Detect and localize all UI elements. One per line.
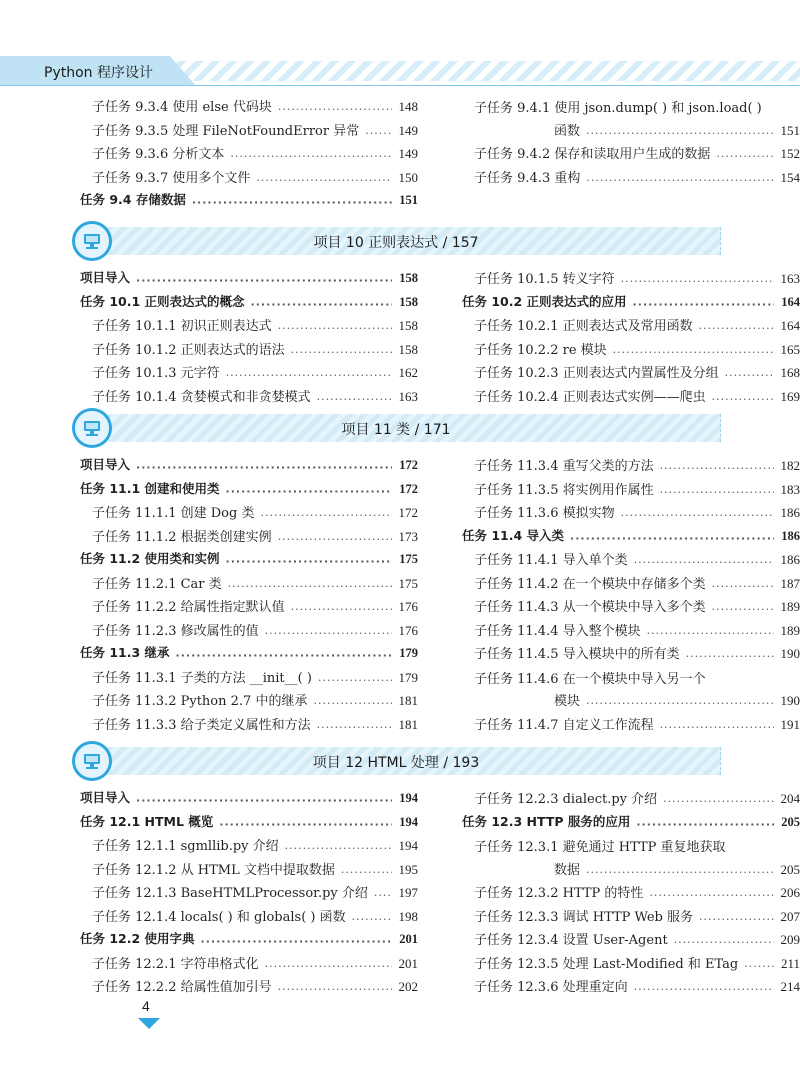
toc-subtask-entry[interactable] xyxy=(462,573,800,597)
toc-subtask-entry[interactable] xyxy=(80,690,418,714)
entry-title: 函数 xyxy=(554,123,581,139)
dot-leader xyxy=(341,865,392,881)
dot-leader xyxy=(226,483,392,499)
toc-subtask-entry[interactable] xyxy=(462,479,800,503)
dot-leader xyxy=(674,935,774,951)
toc-task-entry[interactable] xyxy=(462,526,800,550)
dot-leader xyxy=(278,321,392,337)
dot-leader xyxy=(251,296,392,312)
toc-subtask-entry[interactable] xyxy=(462,362,800,386)
dot-leader xyxy=(265,626,392,642)
toc-subtask-entry[interactable] xyxy=(80,906,418,930)
entry-page-number: 187 xyxy=(780,575,800,591)
dot-leader xyxy=(352,912,392,928)
entry-page-number: 194 xyxy=(399,791,418,805)
toc-subtask-entry[interactable] xyxy=(462,96,800,120)
toc-subtask-entry[interactable] xyxy=(80,976,418,1000)
entry-page-number: 202 xyxy=(398,979,418,994)
dot-leader xyxy=(699,321,774,337)
entry-page-number: 158 xyxy=(398,341,418,357)
toc-subtask-entry[interactable] xyxy=(462,882,800,906)
dot-leader xyxy=(634,555,774,571)
dot-leader xyxy=(586,696,774,712)
entry-page-number: 205 xyxy=(781,814,800,829)
toc-subtask-entry[interactable] xyxy=(80,386,418,410)
entry-page-number: 197 xyxy=(398,885,418,900)
toc-subtask-entry[interactable] xyxy=(462,549,800,573)
page-number: 4 xyxy=(142,998,150,1014)
dot-leader xyxy=(192,194,392,210)
toc-task-entry[interactable] xyxy=(80,268,418,292)
entry-page-number: 163 xyxy=(398,388,418,404)
toc-subtask-entry[interactable] xyxy=(462,339,800,363)
entry-page-number: 151 xyxy=(399,193,418,207)
toc-column-left xyxy=(80,268,418,409)
toc-column-right xyxy=(462,788,800,1000)
toc-column-right xyxy=(462,455,800,737)
toc-subtask-entry[interactable] xyxy=(80,526,418,550)
dot-leader xyxy=(278,102,392,118)
dot-leader xyxy=(285,841,392,857)
entry-title: 任务 12.2 使用字典 xyxy=(80,931,195,946)
chapter-banner xyxy=(72,743,720,779)
entry-title: 任务 9.4 存储数据 xyxy=(80,192,186,207)
toc-task-entry[interactable] xyxy=(462,812,800,836)
toc-subtask-entry[interactable] xyxy=(462,859,800,883)
entry-title: 子任务 9.4.1 使用 json.dump( ) 和 json.load( ) xyxy=(474,101,762,116)
entry-page-number: 194 xyxy=(399,814,418,829)
entry-title: 项目导入 xyxy=(80,457,131,472)
dot-leader xyxy=(230,149,392,165)
entry-page-number: 189 xyxy=(780,599,800,614)
entry-page-number: 172 xyxy=(398,505,418,520)
entry-page-number: 149 xyxy=(398,146,418,161)
dot-leader xyxy=(291,602,392,618)
entry-page-number: 158 xyxy=(399,294,418,309)
dot-leader xyxy=(744,959,774,975)
entry-page-number: 211 xyxy=(780,955,800,971)
dot-leader xyxy=(365,126,392,142)
entry-title: 子任务 12.1.3 BaseHTMLProcessor.py 介绍 xyxy=(92,886,368,901)
dot-leader xyxy=(201,933,392,949)
dot-leader xyxy=(649,888,774,904)
entry-title: 子任务 11.2.1 Car 类 xyxy=(92,576,222,592)
toc-subtask-entry[interactable] xyxy=(80,859,418,883)
entry-title: 子任务 11.3.3 给子类定义属性和方法 xyxy=(92,717,311,733)
toc-subtask-entry[interactable] xyxy=(80,167,418,191)
dot-leader xyxy=(313,696,392,712)
toc-task-entry[interactable] xyxy=(80,292,418,316)
entry-page-number: 181 xyxy=(398,716,418,732)
entry-title: 子任务 10.2.3 正则表达式内置属性及分组 xyxy=(474,366,719,381)
entry-title: 子任务 12.3.6 处理重定向 xyxy=(474,980,628,995)
entry-page-number: 181 xyxy=(398,693,418,708)
entry-page-number: 149 xyxy=(398,122,418,138)
toc-subtask-entry[interactable] xyxy=(462,120,800,144)
dot-leader xyxy=(219,816,392,832)
entry-page-number: 190 xyxy=(780,693,800,708)
entry-title: 任务 10.1 正则表达式的概念 xyxy=(80,293,245,309)
entry-page-number: 175 xyxy=(399,552,418,566)
toc-subtask-entry[interactable] xyxy=(462,690,800,714)
running-header xyxy=(0,56,800,86)
entry-title: 子任务 12.1.1 sgmllib.py 介绍 xyxy=(92,839,279,854)
entry-title: 子任务 10.1.4 贪婪模式和非贪婪模式 xyxy=(92,389,311,405)
toc-task-entry[interactable] xyxy=(80,929,418,953)
toc-subtask-entry[interactable] xyxy=(80,120,418,144)
entry-page-number: 162 xyxy=(398,365,418,380)
toc-task-entry[interactable] xyxy=(80,812,418,836)
entry-title: 子任务 11.4.7 自定义工作流程 xyxy=(474,717,654,733)
chapter-banner xyxy=(72,410,720,446)
toc-subtask-entry[interactable] xyxy=(462,835,800,859)
entry-page-number: 182 xyxy=(780,458,800,473)
toc-subtask-entry[interactable] xyxy=(80,339,418,363)
entry-title: 子任务 12.3.5 处理 Last-Modified 和 ETag xyxy=(474,956,739,972)
dot-leader xyxy=(374,888,392,904)
toc-subtask-entry[interactable] xyxy=(462,643,800,667)
entry-title: 子任务 11.4.3 从一个模块中导入多个类 xyxy=(474,600,706,615)
entry-page-number: 214 xyxy=(780,979,800,994)
dot-leader xyxy=(136,272,392,288)
entry-title: 子任务 10.1.3 元字符 xyxy=(92,366,220,381)
entry-page-number: 189 xyxy=(780,622,800,638)
entry-page-number: 183 xyxy=(780,481,800,497)
entry-page-number: 186 xyxy=(781,528,800,543)
dot-leader xyxy=(621,508,774,524)
toc-column-left xyxy=(80,788,418,1000)
dot-leader xyxy=(260,508,392,524)
entry-page-number: 164 xyxy=(781,294,800,309)
dot-leader xyxy=(278,532,392,548)
toc-subtask-entry[interactable] xyxy=(462,455,800,479)
entry-page-number: 158 xyxy=(398,318,418,333)
toc-subtask-entry[interactable] xyxy=(462,502,800,526)
entry-title: 子任务 12.2.3 dialect.py 介绍 xyxy=(474,792,658,807)
entry-title: 任务 12.1 HTML 概览 xyxy=(80,813,214,829)
toc-column-right xyxy=(462,96,800,214)
toc-subtask-entry[interactable] xyxy=(462,167,800,191)
entry-title: 任务 11.1 创建和使用类 xyxy=(80,480,220,496)
entry-title: 子任务 9.4.2 保存和读取用户生成的数据 xyxy=(474,147,711,162)
entry-page-number: 173 xyxy=(398,528,418,544)
entry-page-number: 152 xyxy=(780,146,800,161)
toc-subtask-entry[interactable] xyxy=(80,667,418,691)
dot-leader xyxy=(712,602,774,618)
entry-title: 子任务 11.4.5 导入模块中的所有类 xyxy=(474,647,680,662)
toc-subtask-entry[interactable] xyxy=(80,620,418,644)
dot-leader xyxy=(712,392,774,408)
entry-page-number: 172 xyxy=(399,481,418,496)
dot-leader xyxy=(226,553,392,569)
entry-page-number: 169 xyxy=(780,388,800,404)
entry-page-number: 195 xyxy=(398,861,418,877)
dot-leader xyxy=(716,149,774,165)
entry-title: 任务 12.3 HTTP 服务的应用 xyxy=(462,813,631,829)
entry-page-number: 198 xyxy=(398,908,418,924)
entry-page-number: 204 xyxy=(780,791,800,806)
dot-leader xyxy=(570,530,774,546)
toc-subtask-entry[interactable] xyxy=(80,362,418,386)
entry-page-number: 163 xyxy=(780,271,800,286)
entry-title: 子任务 10.2.4 正则表达式实例——爬虫 xyxy=(474,389,706,405)
toc-section xyxy=(0,96,800,214)
dot-leader xyxy=(699,912,774,928)
dot-leader xyxy=(660,720,774,736)
entry-page-number: 165 xyxy=(780,341,800,357)
entry-title: 子任务 11.3.2 Python 2.7 中的继承 xyxy=(92,694,308,709)
entry-page-number: 175 xyxy=(398,575,418,591)
entry-title: 子任务 11.3.5 将实例用作属性 xyxy=(474,482,654,498)
entry-title: 子任务 11.2.3 修改属性的值 xyxy=(92,623,259,639)
dot-leader xyxy=(613,345,774,361)
dot-leader xyxy=(228,579,392,595)
dot-leader xyxy=(633,296,774,312)
entry-title: 子任务 12.3.4 设置 User-Agent xyxy=(474,933,668,948)
entry-page-number: 191 xyxy=(780,716,800,732)
toc-subtask-entry[interactable] xyxy=(462,620,800,644)
toc-subtask-entry[interactable] xyxy=(462,929,800,953)
entry-title: 子任务 10.1.1 初识正则表达式 xyxy=(92,319,272,334)
entry-title: 子任务 11.4.1 导入单个类 xyxy=(474,553,628,568)
toc-task-entry[interactable] xyxy=(80,455,418,479)
dot-leader xyxy=(586,865,774,881)
entry-page-number: 207 xyxy=(780,908,800,924)
dot-leader xyxy=(136,459,392,475)
dot-leader xyxy=(660,461,774,477)
entry-page-number: 148 xyxy=(398,99,418,114)
entry-page-number: 176 xyxy=(398,599,418,614)
entry-title: 子任务 9.4.3 重构 xyxy=(474,170,581,186)
dot-leader xyxy=(725,368,774,384)
entry-title: 任务 11.3 继承 xyxy=(80,645,170,660)
entry-page-number: 209 xyxy=(780,932,800,947)
entry-title: 子任务 12.3.1 避免通过 HTTP 重复地获取 xyxy=(474,840,726,855)
chapter-title: 项目 11 类 / 171 xyxy=(341,422,451,438)
entry-page-number: 190 xyxy=(780,646,800,661)
toc-subtask-entry[interactable] xyxy=(80,143,418,167)
entry-page-number: 186 xyxy=(780,505,800,520)
dot-leader xyxy=(586,173,774,189)
entry-title: 子任务 12.2.2 给属性值加引号 xyxy=(92,980,272,995)
toc-column-left xyxy=(80,455,418,737)
toc-subtask-entry[interactable] xyxy=(462,788,800,812)
dot-leader xyxy=(712,579,774,595)
entry-title: 子任务 9.3.6 分析文本 xyxy=(92,147,225,162)
toc-subtask-entry[interactable] xyxy=(462,953,800,977)
toc-subtask-entry[interactable] xyxy=(462,976,800,1000)
entry-title: 子任务 11.4.4 导入整个模块 xyxy=(474,623,641,639)
toc-task-entry[interactable] xyxy=(80,788,418,812)
entry-title: 子任务 12.1.2 从 HTML 文档中提取数据 xyxy=(92,862,335,878)
toc-subtask-entry[interactable] xyxy=(462,386,800,410)
dot-leader xyxy=(291,345,392,361)
dot-leader xyxy=(317,720,392,736)
entry-title: 子任务 10.2.1 正则表达式及常用函数 xyxy=(474,319,693,334)
entry-title: 子任务 12.1.4 locals( ) 和 globals( ) 函数 xyxy=(92,909,346,925)
toc-column-right xyxy=(462,268,800,409)
page-marker-triangle xyxy=(138,1018,160,1029)
dot-leader xyxy=(226,368,392,384)
entry-page-number: 154 xyxy=(780,169,800,185)
dot-leader xyxy=(176,647,392,663)
toc-section xyxy=(0,268,800,409)
dot-leader xyxy=(136,792,392,808)
chapter-title: 项目 10 正则表达式 / 157 xyxy=(313,235,479,251)
entry-page-number: 206 xyxy=(780,885,800,900)
entry-title: 子任务 9.3.4 使用 else 代码块 xyxy=(92,100,272,115)
entry-title: 子任务 11.1.1 创建 Dog 类 xyxy=(92,506,255,521)
toc-subtask-entry[interactable] xyxy=(80,953,418,977)
entry-title: 任务 11.4 导入类 xyxy=(462,527,565,543)
chapter-title: 项目 12 HTML 处理 / 193 xyxy=(312,755,480,771)
dot-leader xyxy=(636,816,774,832)
dot-leader xyxy=(317,392,392,408)
entry-title: 任务 11.2 使用类和实例 xyxy=(80,551,220,566)
entry-page-number: 172 xyxy=(399,458,418,472)
toc-subtask-entry[interactable] xyxy=(462,714,800,738)
entry-title: 子任务 11.2.2 给属性指定默认值 xyxy=(92,600,285,615)
toc-task-entry[interactable] xyxy=(80,479,418,503)
toc-column-left xyxy=(80,96,418,214)
toc-task-entry[interactable] xyxy=(80,643,418,667)
toc-section xyxy=(0,788,800,1000)
toc-subtask-entry[interactable] xyxy=(462,667,800,691)
entry-page-number: 151 xyxy=(780,122,800,138)
dot-leader xyxy=(647,626,774,642)
toc-subtask-entry[interactable] xyxy=(462,268,800,292)
toc-subtask-entry[interactable] xyxy=(462,143,800,167)
entry-page-number: 179 xyxy=(398,669,418,685)
dot-leader xyxy=(712,669,774,685)
entry-page-number: 164 xyxy=(780,318,800,333)
toc-subtask-entry[interactable] xyxy=(80,835,418,859)
toc-subtask-entry[interactable] xyxy=(80,502,418,526)
entry-title: 子任务 11.3.1 子类的方法 __init__( ) xyxy=(92,670,312,686)
dot-leader xyxy=(634,982,774,998)
entry-page-number: 168 xyxy=(780,365,800,380)
entry-page-number: 205 xyxy=(780,861,800,877)
toc-task-entry[interactable] xyxy=(80,190,418,214)
dot-leader xyxy=(318,673,392,689)
entry-title: 子任务 11.4.6 在一个模块中导入另一个 xyxy=(474,671,706,687)
entry-title: 子任务 10.1.5 转义字符 xyxy=(474,272,615,287)
entry-title: 子任务 11.3.6 模拟实物 xyxy=(474,506,615,521)
entry-title: 数据 xyxy=(554,862,581,878)
entry-page-number: 194 xyxy=(398,838,418,853)
entry-page-number: 158 xyxy=(399,271,418,285)
entry-title: 项目导入 xyxy=(80,270,131,285)
entry-page-number: 201 xyxy=(398,955,418,971)
entry-title: 子任务 12.3.3 调试 HTTP Web 服务 xyxy=(474,909,693,925)
dot-leader xyxy=(768,98,774,114)
entry-title: 子任务 9.3.7 使用多个文件 xyxy=(92,170,251,186)
dot-leader xyxy=(256,173,392,189)
dot-leader xyxy=(686,649,774,665)
header-rule xyxy=(0,85,800,86)
toc-subtask-entry[interactable] xyxy=(462,315,800,339)
entry-title: 子任务 11.4.2 在一个模块中存储多个类 xyxy=(474,576,706,592)
entry-page-number: 201 xyxy=(399,932,418,946)
toc-subtask-entry[interactable] xyxy=(80,882,418,906)
dot-leader xyxy=(660,485,774,501)
entry-title: 任务 10.2 正则表达式的应用 xyxy=(462,293,627,309)
header-title: Python 程序设计 xyxy=(44,65,153,81)
entry-title: 子任务 12.2.1 字符串格式化 xyxy=(92,956,259,972)
dot-leader xyxy=(621,274,774,290)
entry-title: 子任务 9.3.5 处理 FileNotFoundError 异常 xyxy=(92,123,360,139)
entry-page-number: 186 xyxy=(780,552,800,567)
toc-subtask-entry[interactable] xyxy=(80,315,418,339)
toc-subtask-entry[interactable] xyxy=(80,96,418,120)
dot-leader xyxy=(663,794,774,810)
toc-task-entry[interactable] xyxy=(80,549,418,573)
entry-title: 子任务 11.1.2 根据类创建实例 xyxy=(92,529,272,545)
entry-title: 子任务 10.1.2 正则表达式的语法 xyxy=(92,342,285,358)
toc-section xyxy=(0,455,800,737)
entry-title: 子任务 12.3.2 HTTP 的特性 xyxy=(474,886,644,901)
entry-title: 项目导入 xyxy=(80,790,131,805)
dot-leader xyxy=(278,982,392,998)
entry-page-number: 150 xyxy=(398,169,418,185)
toc-subtask-entry[interactable] xyxy=(80,573,418,597)
toc-subtask-entry[interactable] xyxy=(462,906,800,930)
chapter-banner xyxy=(72,223,720,259)
entry-title: 子任务 11.3.4 重写父类的方法 xyxy=(474,459,654,474)
entry-page-number: 179 xyxy=(399,646,418,660)
toc-task-entry[interactable] xyxy=(462,292,800,316)
entry-page-number: 176 xyxy=(398,622,418,638)
dot-leader xyxy=(732,837,774,853)
dot-leader xyxy=(586,126,774,142)
toc-subtask-entry[interactable] xyxy=(80,596,418,620)
toc-subtask-entry[interactable] xyxy=(80,714,418,738)
entry-title: 子任务 10.2.2 re 模块 xyxy=(474,342,607,358)
dot-leader xyxy=(265,959,392,975)
toc-subtask-entry[interactable] xyxy=(462,596,800,620)
entry-title: 模块 xyxy=(554,694,581,709)
